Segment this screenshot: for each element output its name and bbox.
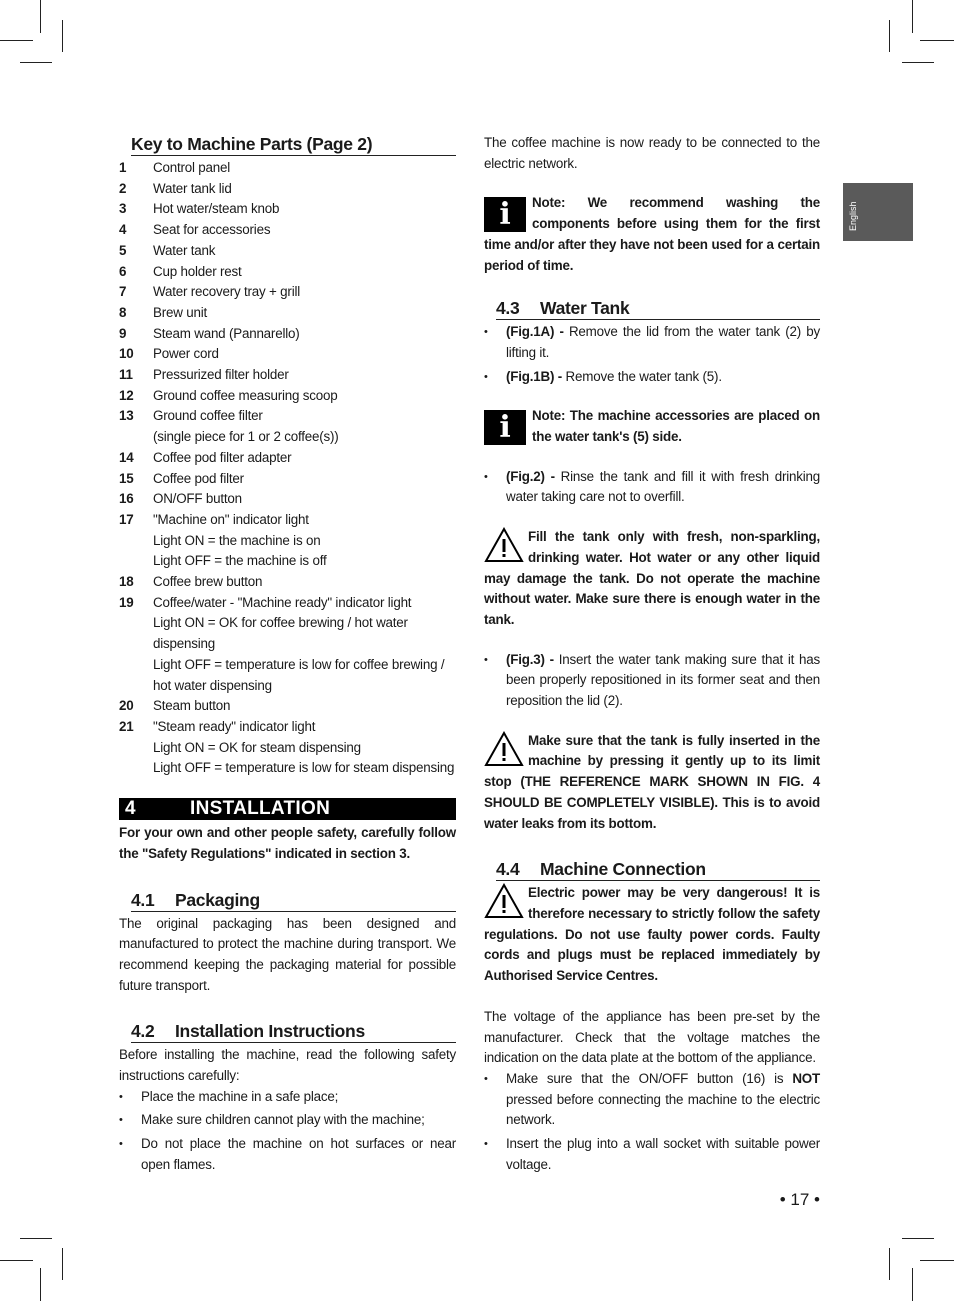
crop-mark (40, 0, 41, 33)
part-description-line: "Machine on" indicator light (153, 511, 309, 527)
fig-ref: (Fig.1A) - (506, 324, 564, 340)
part-description (153, 220, 456, 241)
part-description-line: Coffee pod filter adapter (153, 449, 292, 465)
part-description (153, 469, 456, 490)
connection-heading (496, 858, 820, 881)
bullet-text: Insert the water tank making sure that it has been properly repositioned in its former seat and then reposition the lid (2). (506, 651, 821, 709)
subsection-title: Machine Connection (540, 859, 706, 880)
crop-mark (902, 62, 934, 63)
note-text: Note: We recommend washing the components before using them for the first time and/or after they have not been used for a certain period of time. (484, 195, 820, 273)
list-item (484, 322, 820, 363)
instructions-bullets (119, 1087, 456, 1176)
section-number: 4 (125, 798, 136, 820)
part-description-line: Cup holder rest (153, 263, 242, 279)
subsection-number: 4.1 (131, 889, 155, 910)
part-number: 8 (119, 304, 127, 320)
part-number: 16 (119, 491, 134, 507)
page-number: • 17 • (779, 1190, 820, 1209)
parts-list-item (119, 158, 456, 179)
part-number: 20 (119, 698, 134, 714)
subsection-title: Installation Instructions (175, 1021, 365, 1042)
part-number: 11 (119, 367, 133, 383)
warning-text: Make sure that the tank is fully inserted in the machine by pressing it gently up to its limit stop (THE REFERENCE MARK SHOWN IN FIG. 4 SHOULD BE COMPLETELY VISIBLE). This is to avoid water leaks from its bottom. (484, 732, 820, 831)
part-description-line: Water recovery tray + grill (153, 284, 301, 300)
part-description (153, 262, 456, 283)
part-number: 5 (119, 242, 127, 258)
part-description-line: Light OFF = temperature is low for steam dispensing (153, 760, 455, 776)
part-description-line: Ground coffee measuring scoop (153, 387, 338, 403)
section-installation-heading (119, 798, 456, 820)
crop-mark (902, 1238, 934, 1239)
parts-list (119, 158, 456, 779)
crop-mark (889, 20, 890, 52)
part-number: 3 (119, 201, 127, 217)
right-column (484, 133, 820, 1178)
parts-list-item (119, 593, 456, 697)
part-description (153, 179, 456, 200)
list-item: • Place the machine in a safe place; (119, 1087, 456, 1108)
bullet-text: Rinse the tank and fill it with fresh drinking water taking care not to overfill. (506, 468, 821, 505)
parts-heading (131, 133, 456, 156)
part-number: 6 (119, 263, 127, 279)
bullet-text: pressed before connecting the machine to the electric network. (506, 1091, 820, 1128)
part-description-line: Coffee brew button (153, 574, 263, 590)
part-number: 2 (119, 180, 127, 196)
part-description (153, 717, 456, 779)
crop-mark (912, 0, 913, 33)
installation-intro: For your own and other people safety, carefully follow the "Safety Regulations" indicated in section 3. (119, 825, 456, 861)
part-description-line: Hot water/steam knob (153, 201, 280, 217)
crop-mark (20, 62, 52, 63)
parts-list-item (119, 469, 456, 490)
fig-ref: (Fig.3) - (506, 651, 554, 667)
crop-mark (20, 1238, 52, 1239)
list-item: • Make sure children cannot play with the machine; (119, 1110, 456, 1131)
part-description (153, 448, 456, 469)
part-number: 18 (119, 574, 134, 590)
part-description (153, 489, 456, 510)
part-description-line: Seat for accessories (153, 222, 271, 238)
part-number: 4 (119, 222, 127, 238)
parts-list-item (119, 220, 456, 241)
crop-mark (0, 40, 33, 41)
part-description (153, 303, 456, 324)
fig-ref: (Fig.2) - (506, 468, 555, 484)
part-description-line: Steam button (153, 698, 231, 714)
list-item (484, 467, 820, 508)
part-description-line: Coffee/water - "Machine ready" indicator light (153, 594, 412, 610)
part-number: 9 (119, 325, 127, 341)
language-tab (843, 183, 913, 241)
water-tank-bullets-c (484, 650, 820, 712)
parts-list-item (119, 199, 456, 220)
bullet-text: Remove the water tank (5). (562, 368, 722, 384)
parts-list-item (119, 386, 456, 407)
part-number: 15 (119, 470, 134, 486)
warning-icon (484, 883, 524, 919)
part-description-line: Light OFF = temperature is low for coffee brewing / hot water dispensing (153, 656, 445, 693)
subsection-number: 4.4 (496, 859, 520, 880)
note-washing (484, 193, 820, 276)
parts-list-item (119, 241, 456, 262)
parts-list-item (119, 572, 456, 593)
warning-icon (484, 731, 524, 767)
part-description-line: Power cord (153, 346, 219, 362)
language-tab-label: English (848, 201, 858, 231)
bullet-emphasis: NOT (792, 1070, 820, 1086)
part-number: 10 (119, 346, 134, 362)
part-description-line: Light ON = OK for coffee brewing / hot water dispensing (153, 615, 408, 652)
part-description-line: Light OFF = the machine is off (153, 553, 327, 569)
parts-list-item (119, 489, 456, 510)
packaging-heading (131, 889, 456, 912)
crop-mark (920, 40, 954, 41)
parts-heading-text: Key to Machine Parts (Page 2) (131, 134, 373, 154)
list-item: • Do not place the machine on hot surfaces or near open flames. (119, 1134, 456, 1175)
water-tank-bullets-a (484, 322, 820, 387)
packaging-text: The original packaging has been designed and manufactured to protect the machine during transport. We recommend keeping the packaging material for possible future transport. (119, 915, 456, 993)
warning-text: Fill the tank only with fresh, non-sparkling, drinking water. Hot water or any other liquid may damage the tank. Do not operate the machine without water. Make sure there is enough water in the tank. (484, 529, 820, 627)
part-description (153, 158, 456, 179)
fig-ref: (Fig.1B) - (506, 368, 563, 384)
part-description-line: Light ON = the machine is on (153, 532, 321, 548)
part-number: 17 (119, 511, 134, 527)
part-number: 13 (119, 408, 134, 424)
part-number: 12 (119, 387, 134, 403)
water-tank-heading (496, 297, 820, 320)
list-item (484, 1069, 820, 1131)
part-description (153, 365, 456, 386)
left-column (119, 133, 456, 1179)
parts-list-item (119, 262, 456, 283)
part-description (153, 696, 456, 717)
ready-text: The coffee machine is now ready to be connected to the electric network. (484, 135, 820, 171)
part-number: 21 (119, 718, 134, 734)
parts-list-item (119, 282, 456, 303)
part-description (153, 241, 456, 262)
part-number: 19 (119, 594, 134, 610)
parts-list-item (119, 324, 456, 345)
part-number: 1 (119, 160, 127, 175)
part-description (153, 406, 456, 447)
section-title: INSTALLATION (190, 798, 331, 820)
parts-list-item (119, 344, 456, 365)
part-description (153, 572, 456, 593)
part-description (153, 344, 456, 365)
crop-mark (40, 1268, 41, 1301)
part-description-line: ON/OFF button (153, 491, 242, 507)
bullet-text: Remove the lid from the water tank (2) by lifting it. (506, 324, 821, 360)
crop-mark (62, 20, 63, 52)
part-description-line: Water tank lid (153, 180, 232, 196)
crop-mark (0, 1260, 33, 1261)
connection-bullets (484, 1069, 820, 1176)
note-accessories (484, 406, 820, 447)
part-description (153, 324, 456, 345)
subsection-title: Packaging (175, 889, 260, 910)
part-description-line: Pressurized filter holder (153, 367, 289, 383)
part-description-line: Control panel (153, 160, 231, 175)
crop-mark (920, 1260, 954, 1261)
part-description-line: "Steam ready" indicator light (153, 718, 316, 734)
subsection-number: 4.3 (496, 298, 520, 319)
list-item (484, 650, 820, 712)
part-description-line: Brew unit (153, 304, 208, 320)
part-description (153, 282, 456, 303)
part-description (153, 199, 456, 220)
part-number: 7 (119, 284, 127, 300)
list-item (484, 367, 820, 388)
part-description (153, 386, 456, 407)
parts-list-item (119, 303, 456, 324)
warning-icon (484, 527, 524, 563)
parts-list-item (119, 179, 456, 200)
bullet-text: Make sure that the ON/OFF button (16) is (506, 1070, 793, 1086)
info-icon: i (484, 410, 526, 445)
instructions-heading (131, 1020, 456, 1043)
subsection-number: 4.2 (131, 1021, 155, 1042)
subsection-title: Water Tank (540, 298, 630, 319)
list-item: • Insert the plug into a wall socket with suitable power voltage. (484, 1134, 820, 1175)
parts-list-item (119, 365, 456, 386)
warning-tank-inserted (484, 731, 820, 835)
water-tank-bullets-b (484, 467, 820, 508)
warning-text: Electric power may be very dangerous! It is therefore necessary to strictly follow the safety regulations. Do not use faulty power cords. Faulty cords and plugs must be replaced immediately by Authorised Service Centres. (484, 885, 820, 984)
part-description-line: (single piece for 1 or 2 coffee(s)) (153, 429, 339, 445)
parts-list-item (119, 510, 456, 572)
part-description-line: Steam wand (Pannarello) (153, 325, 300, 341)
parts-list-item (119, 696, 456, 717)
parts-list-item (119, 448, 456, 469)
part-description-line: Water tank (153, 242, 216, 258)
part-description-line: Light ON = OK for steam dispensing (153, 739, 361, 755)
part-description-line: Ground coffee filter (153, 408, 263, 424)
voltage-text: The voltage of the appliance has been pre-set by the manufacturer. Check that the voltage matches the indication on the data plate at the bottom of the appliance. (484, 1008, 820, 1066)
parts-list-item (119, 717, 456, 779)
part-number: 14 (119, 449, 134, 465)
part-description (153, 593, 456, 697)
crop-mark (912, 1268, 913, 1301)
part-description (153, 510, 456, 572)
instructions-text: Before installing the machine, read the following safety instructions carefully: (119, 1047, 456, 1084)
part-description-line: Coffee pod filter (153, 470, 244, 486)
crop-mark (889, 1248, 890, 1280)
warning-electric (484, 883, 820, 987)
note-text: Note: The machine accessories are placed on the water tank's (5) side. (532, 408, 820, 445)
warning-fill-tank (484, 527, 820, 631)
crop-mark (62, 1248, 63, 1280)
parts-list-item (119, 406, 456, 447)
info-icon: i (484, 197, 526, 232)
